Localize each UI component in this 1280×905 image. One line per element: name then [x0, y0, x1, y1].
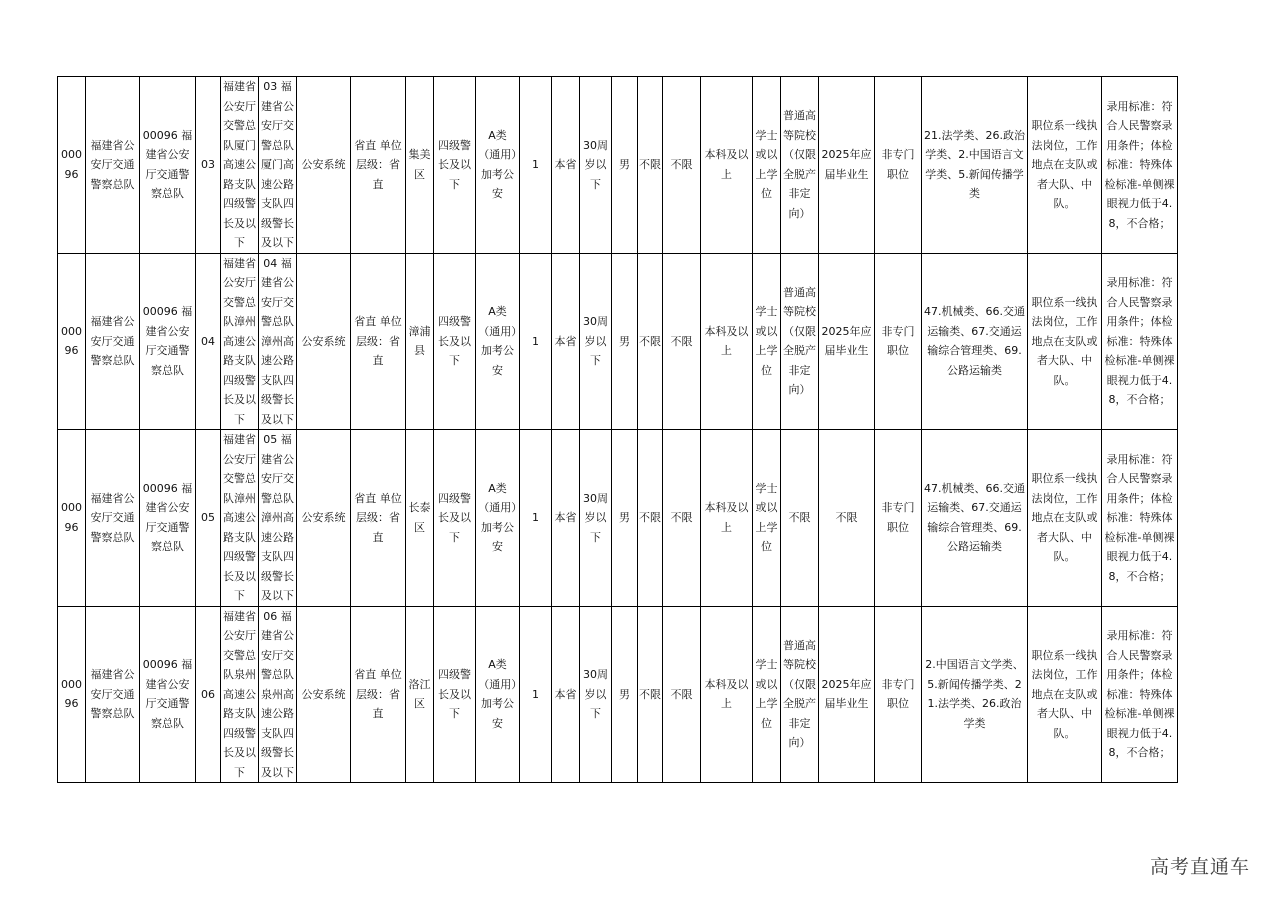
degree-cell: 学士或以上学位	[753, 77, 781, 254]
ethnicity-cell: 不限	[638, 606, 663, 783]
position-name-cell: 福建省公安厅交警总队漳州高速公路支队四级警长及以下	[221, 430, 259, 607]
political-cell: 不限	[663, 253, 701, 430]
position-code-cell: 04	[196, 253, 221, 430]
exam-category-cell: A类（通用）加考公安	[476, 253, 520, 430]
position-code-name-cell: 06 福建省公安厅交警总队泉州高速公路支队四级警长及以下	[259, 606, 297, 783]
school-cell: 普通高等院校（仅限全脱产非定向）	[781, 77, 819, 254]
recruiting-unit-cell: 00096 福建省公安厅交通警察总队	[140, 430, 196, 607]
rank-cell: 四级警长及以下	[434, 430, 476, 607]
school-cell: 不限	[781, 430, 819, 607]
ethnicity-cell: 不限	[638, 430, 663, 607]
degree-cell: 学士或以上学位	[753, 253, 781, 430]
unit-name-cell: 福建省公安厅交通警察总队	[86, 77, 140, 254]
exam-category-cell: A类（通用）加考公安	[476, 606, 520, 783]
standards-cell: 录用标准：符合人民警察录用条件；体检标准：特殊体检标准-单侧裸眼视力低于4.8，不合格；	[1102, 430, 1178, 607]
household-cell: 本省	[552, 606, 580, 783]
table-row	[58, 77, 1178, 254]
remarks-cell: 职位系一线执法岗位，工作地点在支队或者大队、中队。	[1028, 253, 1102, 430]
recruiting-unit-cell: 00096 福建省公安厅交通警察总队	[140, 606, 196, 783]
political-cell: 不限	[663, 430, 701, 607]
education-cell: 本科及以上	[701, 253, 753, 430]
table-row	[58, 430, 1178, 607]
education-cell: 本科及以上	[701, 77, 753, 254]
position-code-cell: 05	[196, 430, 221, 607]
education-cell: 本科及以上	[701, 606, 753, 783]
position-name-cell: 福建省公安厅交警总队厦门高速公路支队四级警长及以下	[221, 77, 259, 254]
ethnicity-cell: 不限	[638, 77, 663, 254]
table-row	[58, 606, 1178, 783]
political-cell: 不限	[663, 606, 701, 783]
exam-category-cell: A类（通用）加考公安	[476, 430, 520, 607]
gender-cell: 男	[612, 606, 638, 783]
unit-code-cell: 00096	[58, 606, 86, 783]
rank-cell: 四级警长及以下	[434, 77, 476, 254]
education-cell: 本科及以上	[701, 430, 753, 607]
age-cell: 30周岁以下	[580, 430, 612, 607]
table-row	[58, 253, 1178, 430]
age-cell: 30周岁以下	[580, 253, 612, 430]
position-code-name-cell: 03 福建省公安厅交警总队厦门高速公路支队四级警长及以下	[259, 77, 297, 254]
school-cell: 普通高等院校（仅限全脱产非定向）	[781, 606, 819, 783]
degree-cell: 学士或以上学位	[753, 430, 781, 607]
system-cell: 公安系统	[297, 253, 351, 430]
household-cell: 本省	[552, 430, 580, 607]
household-cell: 本省	[552, 253, 580, 430]
gender-cell: 男	[612, 430, 638, 607]
gender-cell: 男	[612, 77, 638, 254]
household-cell: 本省	[552, 77, 580, 254]
position-name-cell: 福建省公安厅交警总队泉州高速公路支队四级警长及以下	[221, 606, 259, 783]
location-cell: 洛江区	[406, 606, 434, 783]
system-cell: 公安系统	[297, 606, 351, 783]
position-table	[57, 76, 1178, 783]
position-type-cell: 非专门职位	[875, 430, 922, 607]
standards-cell: 录用标准：符合人民警察录用条件；体检标准：特殊体检标准-单侧裸眼视力低于4.8，不合格；	[1102, 253, 1178, 430]
location-cell: 漳浦县	[406, 253, 434, 430]
position-type-cell: 非专门职位	[875, 77, 922, 254]
majors-cell: 47.机械类、66.交通运输类、67.交通运输综合管理类、69.公路运输类	[922, 253, 1028, 430]
graduate-cell: 2025年应届毕业生	[819, 77, 875, 254]
degree-cell: 学士或以上学位	[753, 606, 781, 783]
position-type-cell: 非专门职位	[875, 253, 922, 430]
political-cell: 不限	[663, 77, 701, 254]
unit-name-cell: 福建省公安厅交通警察总队	[86, 606, 140, 783]
quota-cell: 1	[520, 253, 552, 430]
unit-name-cell: 福建省公安厅交通警察总队	[86, 430, 140, 607]
system-cell: 公安系统	[297, 77, 351, 254]
graduate-cell: 不限	[819, 430, 875, 607]
graduate-cell: 2025年应届毕业生	[819, 253, 875, 430]
recruiting-unit-cell: 00096 福建省公安厅交通警察总队	[140, 77, 196, 254]
majors-cell: 47.机械类、66.交通运输类、67.交通运输综合管理类、69.公路运输类	[922, 430, 1028, 607]
position-code-cell: 06	[196, 606, 221, 783]
age-cell: 30周岁以下	[580, 606, 612, 783]
system-cell: 公安系统	[297, 430, 351, 607]
unit-name-cell: 福建省公安厅交通警察总队	[86, 253, 140, 430]
remarks-cell: 职位系一线执法岗位，工作地点在支队或者大队、中队。	[1028, 77, 1102, 254]
standards-cell: 录用标准：符合人民警察录用条件；体检标准：特殊体检标准-单侧裸眼视力低于4.8，不合格；	[1102, 606, 1178, 783]
watermark: 高考直通车	[1149, 856, 1250, 878]
quota-cell: 1	[520, 77, 552, 254]
location-cell: 长泰区	[406, 430, 434, 607]
standards-cell: 录用标准：符合人民警察录用条件；体检标准：特殊体检标准-单侧裸眼视力低于4.8，不合格；	[1102, 77, 1178, 254]
unit-code-cell: 00096	[58, 430, 86, 607]
unit-level-cell: 省直 单位层级：省直	[351, 77, 406, 254]
ethnicity-cell: 不限	[638, 253, 663, 430]
quota-cell: 1	[520, 606, 552, 783]
exam-category-cell: A类（通用）加考公安	[476, 77, 520, 254]
rank-cell: 四级警长及以下	[434, 253, 476, 430]
position-code-name-cell: 05 福建省公安厅交警总队漳州高速公路支队四级警长及以下	[259, 430, 297, 607]
unit-level-cell: 省直 单位层级：省直	[351, 253, 406, 430]
age-cell: 30周岁以下	[580, 77, 612, 254]
rank-cell: 四级警长及以下	[434, 606, 476, 783]
graduate-cell: 2025年应届毕业生	[819, 606, 875, 783]
school-cell: 普通高等院校（仅限全脱产非定向）	[781, 253, 819, 430]
remarks-cell: 职位系一线执法岗位，工作地点在支队或者大队、中队。	[1028, 606, 1102, 783]
unit-level-cell: 省直 单位层级：省直	[351, 606, 406, 783]
recruiting-unit-cell: 00096 福建省公安厅交通警察总队	[140, 253, 196, 430]
majors-cell: 21.法学类、26.政治学类、2.中国语言文学类、5.新闻传播学类	[922, 77, 1028, 254]
unit-code-cell: 00096	[58, 77, 86, 254]
majors-cell: 2.中国语言文学类、5.新闻传播学类、21.法学类、26.政治学类	[922, 606, 1028, 783]
position-name-cell: 福建省公安厅交警总队漳州高速公路支队四级警长及以下	[221, 253, 259, 430]
unit-level-cell: 省直 单位层级：省直	[351, 430, 406, 607]
position-code-name-cell: 04 福建省公安厅交警总队漳州高速公路支队四级警长及以下	[259, 253, 297, 430]
position-code-cell: 03	[196, 77, 221, 254]
position-type-cell: 非专门职位	[875, 606, 922, 783]
gender-cell: 男	[612, 253, 638, 430]
remarks-cell: 职位系一线执法岗位，工作地点在支队或者大队、中队。	[1028, 430, 1102, 607]
unit-code-cell: 00096	[58, 253, 86, 430]
location-cell: 集美区	[406, 77, 434, 254]
quota-cell: 1	[520, 430, 552, 607]
